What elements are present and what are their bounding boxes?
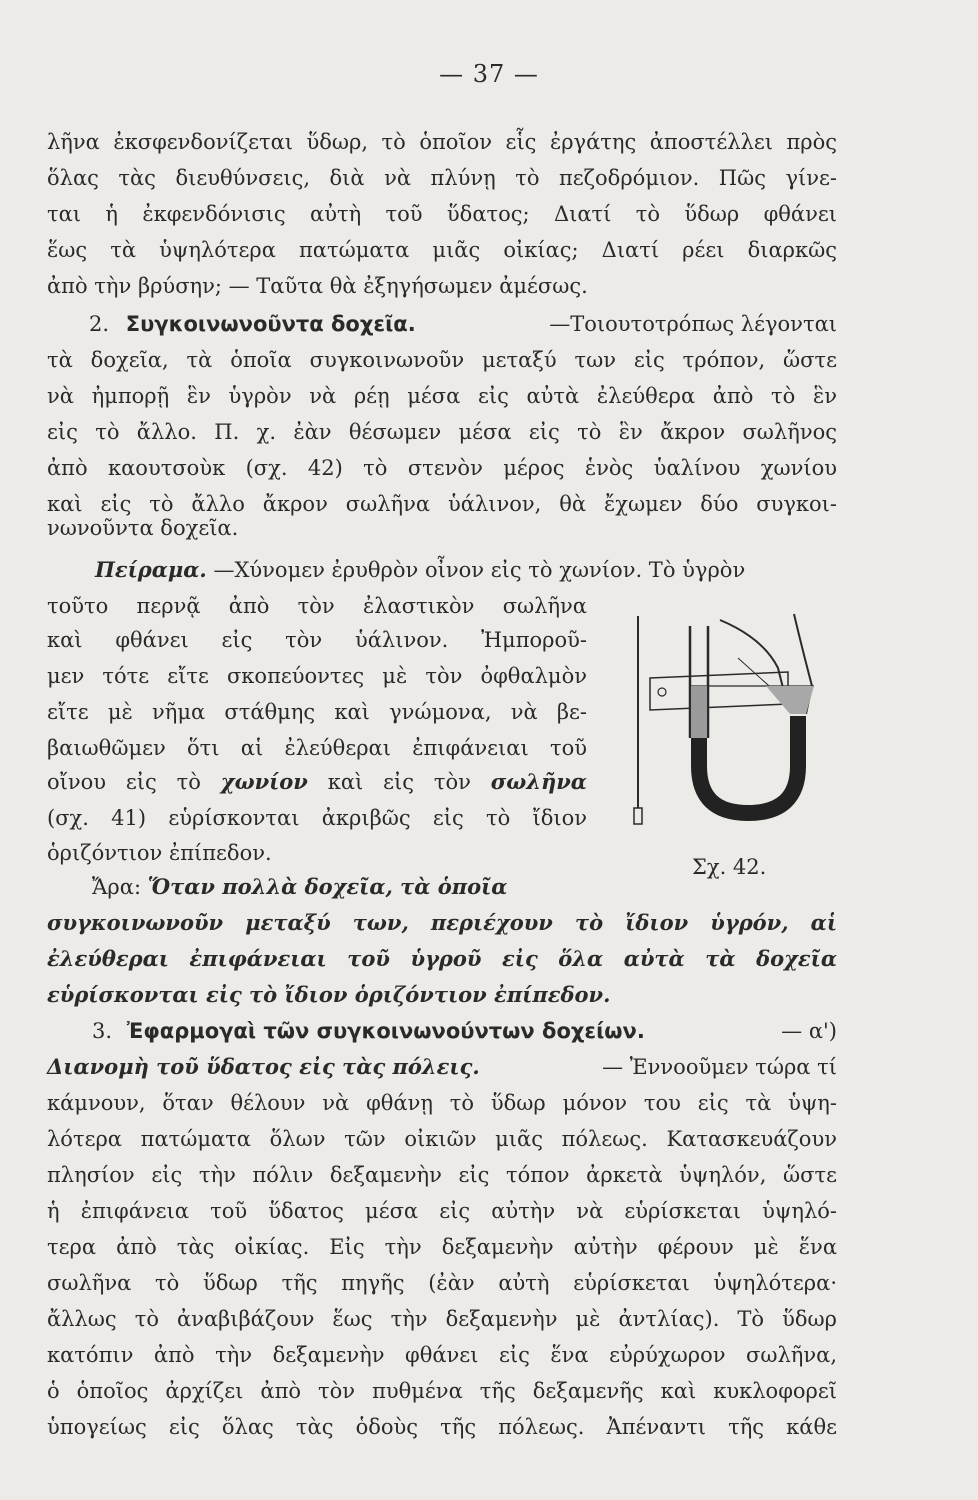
section-2-first-line xyxy=(47,309,837,339)
text-line: ἡ ἐπιφάνεια τοῦ ὕδατος μέσα εἰς αὐτὴν νὰ εὑρίσκεται ὑψηλό- xyxy=(47,1199,837,1223)
text-line: καὶ φθάνει εἰς τὸν ὑάλινον. Ἠμποροῦ- xyxy=(47,628,587,652)
text-fragment: οἴνου εἰς τὸ xyxy=(47,770,201,794)
text-line: ἀπὸ τὴν βρύσην; — Ταῦτα θὰ ἐξηγήσωμεν ἀμέσως. xyxy=(47,274,588,298)
text-line: λότερα πατώματα ὅλων τῶν οἰκιῶν μιᾶς πόλεως. Κατασκευάζουν xyxy=(47,1127,837,1151)
text-line-mixed xyxy=(47,767,587,797)
text-line: ἀπὸ καουτσοὺκ (σχ. 42) τὸ στενὸν μέρος ἑνὸς ὑαλίνου χωνίου xyxy=(47,456,837,480)
text-line: μεν τότε εἴτε σκοπεύοντες μὲ τὸν ὀφθαλμὸν xyxy=(47,664,587,688)
section-3-subheading-line xyxy=(47,1052,837,1082)
subheading: Διανομὴ τοῦ ὕδατος εἰς τὰς πόλεις. xyxy=(47,1054,480,1079)
emphasis-word: χωνίον xyxy=(220,769,308,794)
rubber-hose xyxy=(699,716,798,813)
text-line: ὑπογείως εἰς ὅλας τὰς ὁδοὺς τῆς πόλεως. Ἀπέναντι τῆς κάθε xyxy=(47,1415,837,1439)
law-statement: συγκοινωνοῦν μεταξύ των, περιέχουν τὸ ἴδιον ὑγρόν, αἱ xyxy=(47,910,837,935)
text-line: βαιωθῶμεν ὅτι αἱ ἐλεύθεραι ἐπιφάνειαι τοῦ xyxy=(47,736,587,760)
set-square xyxy=(650,672,788,710)
text-line: (σχ. 41) εὑρίσκονται ἀκριβῶς εἰς τὸ ἴδιον xyxy=(47,806,587,830)
experiment-label: Πείραμα. xyxy=(95,557,207,582)
text-fragment: καὶ εἰς τὸν xyxy=(327,770,471,794)
section-number: 3. xyxy=(92,1019,113,1043)
text-line: σωλῆνα τὸ ὕδωρ τῆς πηγῆς (ἐὰν αὐτὴ εὑρίσκεται ὑψηλότερα· xyxy=(47,1271,837,1295)
wine-in-tube xyxy=(691,686,707,738)
text-line: τοῦτο περνᾷ ἀπὸ τὸν ἐλαστικὸν σωλῆνα xyxy=(47,594,587,618)
conclusion-first-line xyxy=(47,872,837,902)
figure-caption: Σχ. 42. xyxy=(692,855,767,879)
page-number: — 37 — xyxy=(439,60,539,88)
text-line: καὶ εἰς τὸ ἄλλο ἄκρον σωλῆνα ὑάλινον, θὰ ἔχωμεν δύο συγκοι- xyxy=(47,492,837,516)
text-line: κάμνουν, ὅταν θέλουν νὰ φθάνῃ τὸ ὕδωρ μόνον του εἰς τὰ ὑψη- xyxy=(47,1091,837,1115)
text-fragment: — α') xyxy=(781,1019,837,1043)
text-line: ὁριζόντιον ἐπίπεδον. xyxy=(47,841,272,865)
section-heading: Ἐφαρμογαὶ τῶν συγκοινωνούντων δοχείων. xyxy=(126,1019,645,1043)
law-statement: Ὅταν πολλὰ δοχεῖα, τὰ ὁποῖα xyxy=(147,874,508,899)
text-line: ἄλλως τὸ ἀναβιβάζουν ἕως τὴν δεξαμενὴν μὲ ἀντλίας). Τὸ ὕδωρ xyxy=(47,1307,837,1331)
text-line: πλησίον εἰς τὴν πόλιν δεξαμενὴν εἰς τόπον ἀρκετὰ ὑψηλόν, ὥστε xyxy=(47,1163,837,1187)
set-square-hole xyxy=(658,688,666,696)
text-line: λῆνα ἐκσφενδονίζεται ὕδωρ, τὸ ὁποῖον εἷς ἐργάτης ἀποστέλλει πρὸς xyxy=(47,130,837,154)
law-statement: εὑρίσκονται εἰς τὸ ἴδιον ὁριζόντιον ἐπίπεδον. xyxy=(47,982,611,1007)
text-fragment: Ἄρα: xyxy=(92,875,142,899)
section-3-first-line xyxy=(47,1016,837,1046)
section-number: 2. xyxy=(89,312,110,336)
text-line: εἴτε μὲ νῆμα στάθμης καὶ γνώμονα, νὰ βε- xyxy=(47,700,587,724)
text-line: ὁ ὁποῖος ἀρχίζει ἀπὸ τὸν πυθμένα τῆς δεξαμενῆς καὶ κυκλοφορεῖ xyxy=(47,1379,837,1403)
text-line: ται ἡ ἐκφενδόνισις αὐτὴ τοῦ ὕδατος; Διατί τὸ ὕδωρ φθάνει xyxy=(47,202,837,226)
text-line: κατόπιν ἀπὸ τὴν δεξαμενὴν φθάνει εἰς ἕνα εὐρύχωρον σωλῆνα, xyxy=(47,1343,837,1367)
text-line: τὰ δοχεῖα, τὰ ὁποῖα συγκοινωνοῦν μεταξύ των εἰς τρόπον, ὥστε xyxy=(47,348,837,372)
text-line: νὰ ἠμπορῇ ἓν ὑγρὸν νὰ ρέῃ μέσα εἰς αὐτὰ ἐλεύθερα ἀπὸ τὸ ἓν xyxy=(47,384,837,408)
text-fragment: — Ἐννοοῦμεν τώρα τί xyxy=(602,1055,837,1079)
text-line: ἕως τὰ ὑψηλότερα πατώματα μιᾶς οἰκίας; Διατί ρέει διαρκῶς xyxy=(47,238,837,262)
text-line: τερα ἀπὸ τὰς οἰκίας. Εἰς τὴν δεξαμενὴν αὐτὴν φέρουν μὲ ἕνα xyxy=(47,1235,837,1259)
plumb-bob xyxy=(634,808,642,824)
text-fragment: —Χύνομεν ἐρυθρὸν οἶνον εἰς τὸ χωνίον. Τὸ ὑγρὸν xyxy=(213,558,746,582)
text-fragment: —Τοιουτοτρόπως λέγονται xyxy=(549,312,837,336)
experiment-first-line xyxy=(47,555,837,585)
text-line: νωνοῦντα δοχεῖα. xyxy=(47,516,239,540)
text-line: ὅλας τὰς διευθύνσεις, διὰ νὰ πλύνῃ τὸ πεζοδρόμιον. Πῶς γίνε- xyxy=(47,166,837,190)
emphasis-word: σωλῆνα xyxy=(490,769,587,794)
wine-in-funnel xyxy=(766,686,814,714)
section-heading: Συγκοινωνοῦντα δοχεῖα. xyxy=(125,312,416,336)
law-statement: ἐλεύθεραι ἐπιφάνειαι τοῦ ὑγροῦ εἰς ὅλα αὐτὰ τὰ δοχεῖα xyxy=(47,946,837,971)
text-line: εἰς τὸ ἄλλο. Π. χ. ἐὰν θέσωμεν μέσα εἰς τὸ ἓν ἄκρον σωλῆνος xyxy=(47,420,837,444)
